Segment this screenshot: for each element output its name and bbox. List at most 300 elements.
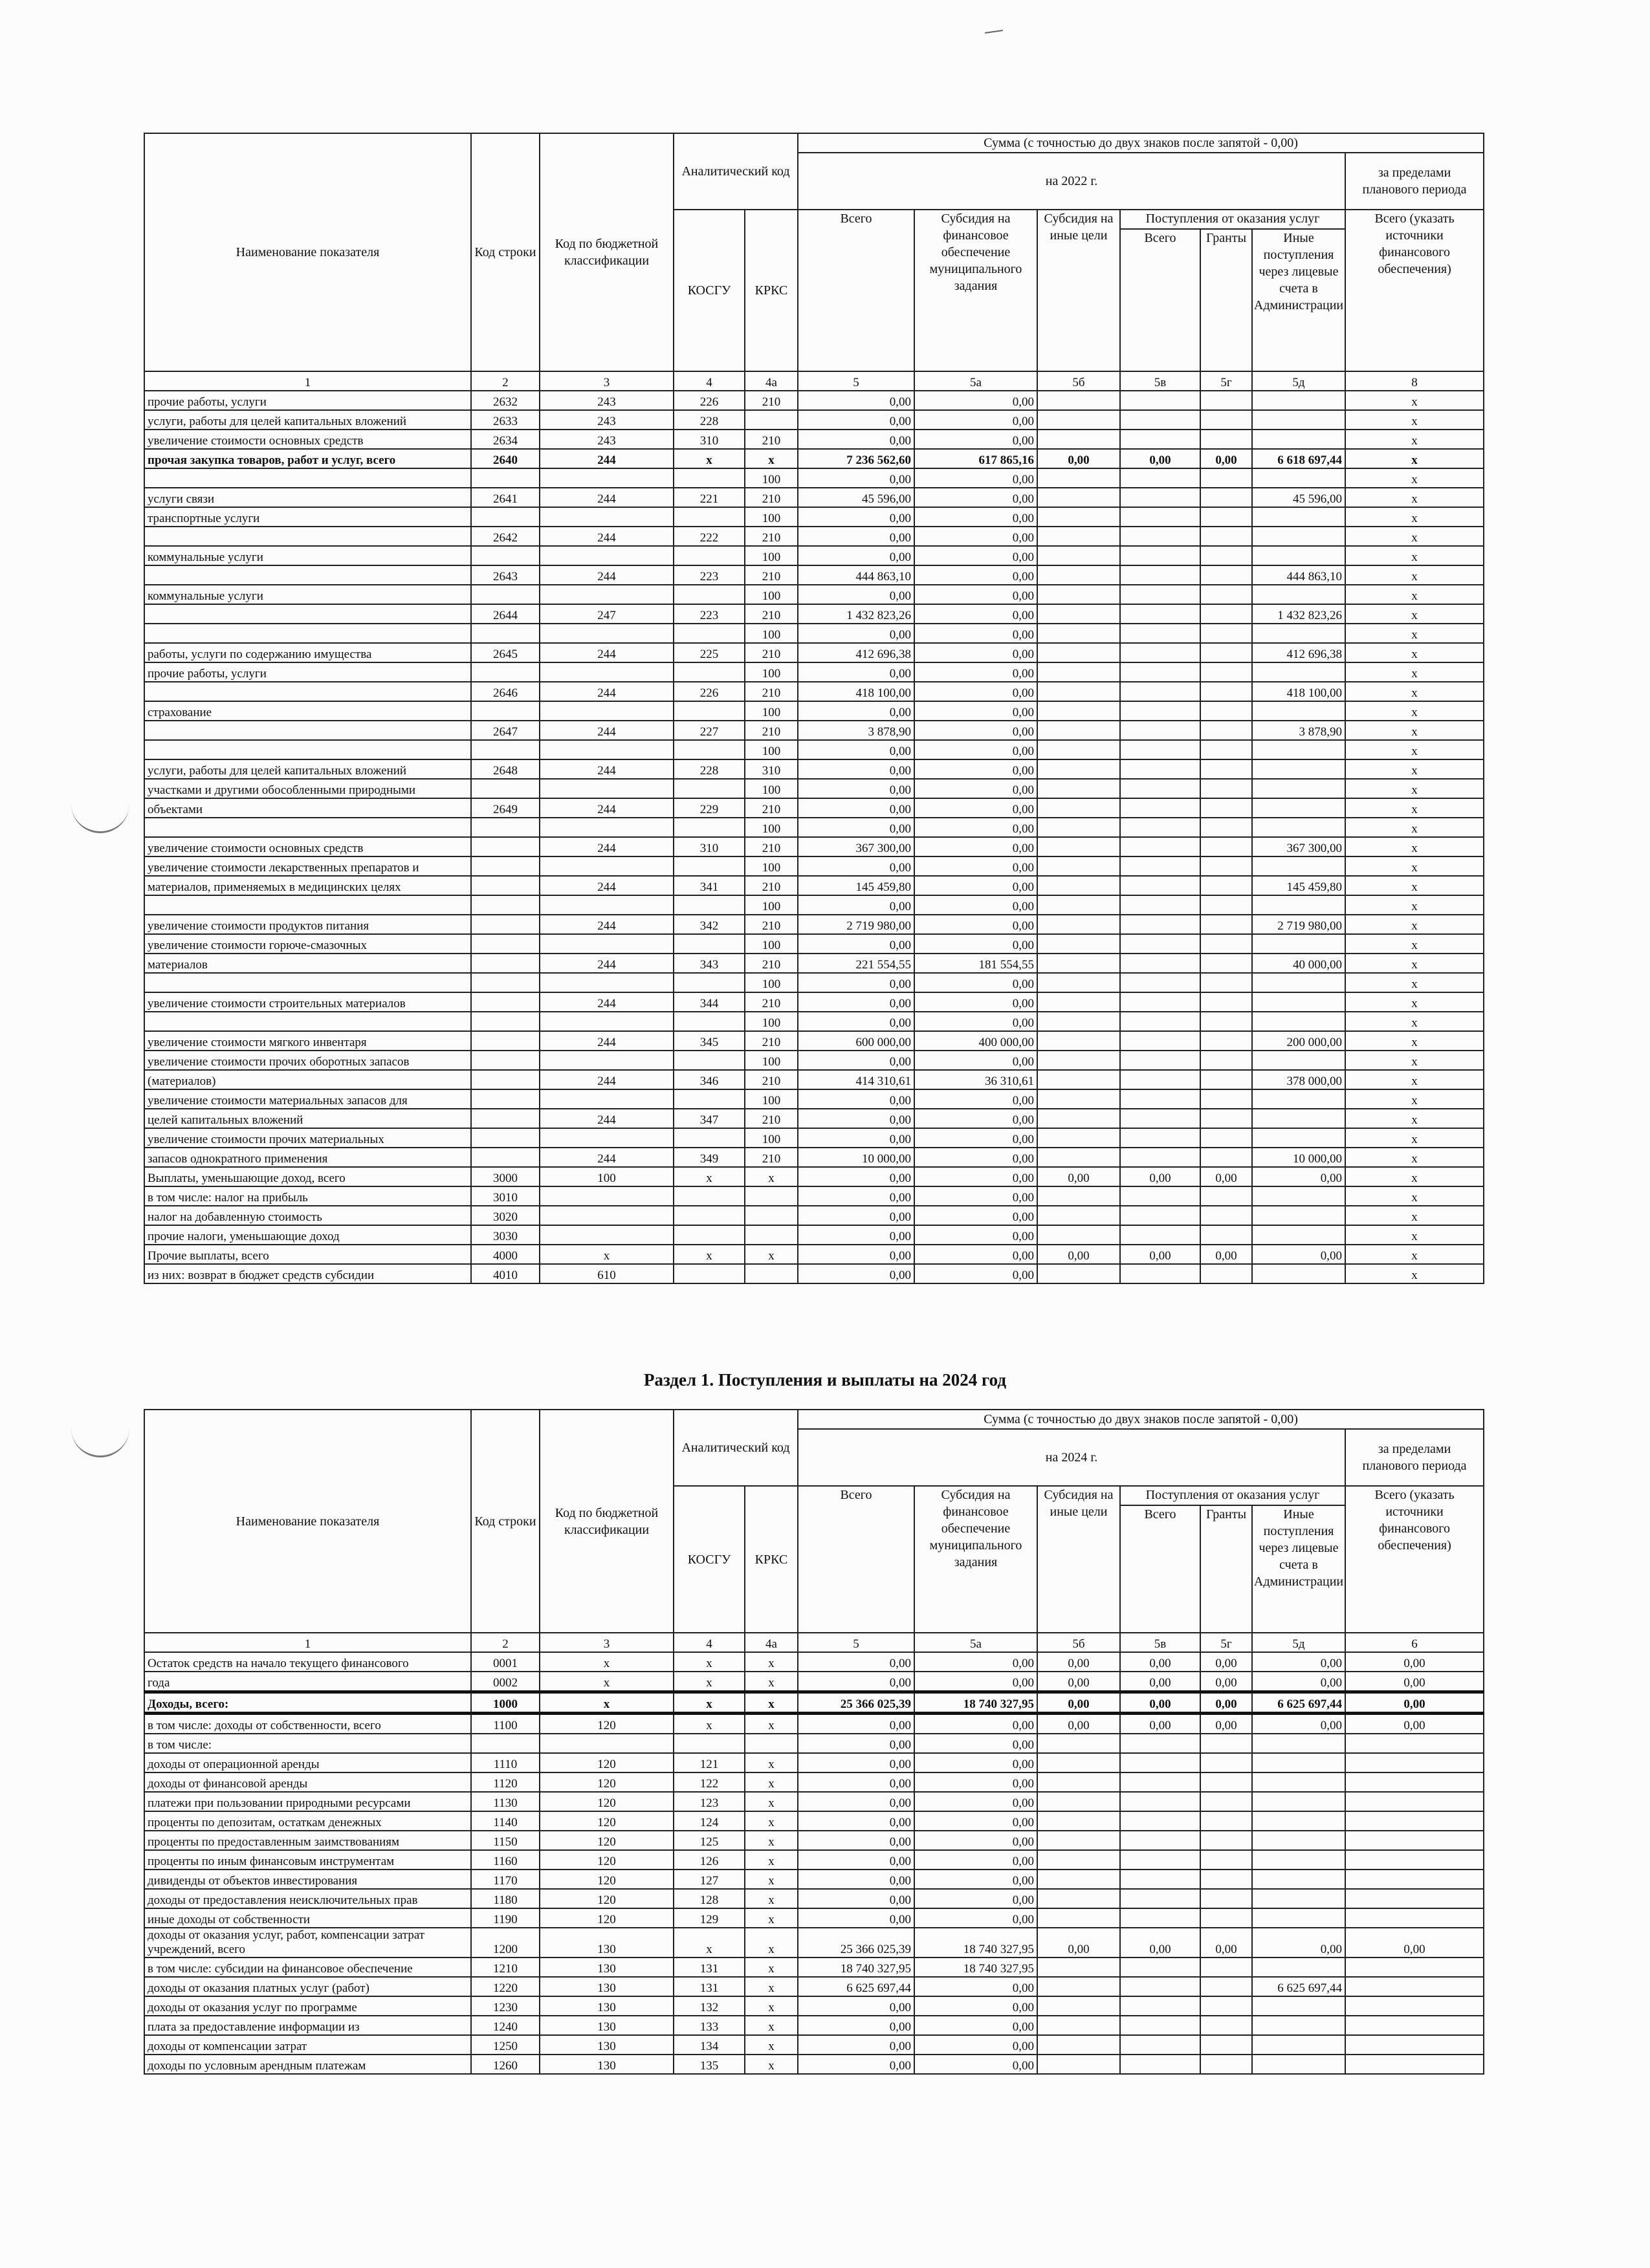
col-code-header: Код строки [471, 1410, 540, 1633]
table-row [144, 1089, 1484, 1109]
table-cell [1037, 1811, 1120, 1831]
col-budget-header: Код по бюджетной классификации [540, 1410, 674, 1633]
table-cell: 0,00 [914, 1831, 1037, 1850]
table-cell [1200, 1264, 1252, 1283]
table-cell: x [1345, 449, 1484, 468]
table-cell: увеличение стоимости строительных материалов [144, 992, 471, 1012]
table-cell [1252, 1831, 1345, 1850]
table-cell [540, 779, 674, 798]
table-cell: 0,00 [914, 488, 1037, 507]
table-row [144, 1186, 1484, 1206]
table-cell: x [1345, 876, 1484, 895]
table-cell: 0,00 [1345, 1652, 1484, 1672]
table-cell [674, 1128, 745, 1148]
table-cell [1037, 1957, 1120, 1977]
table-cell: 0,00 [798, 1850, 914, 1870]
table-cell [1037, 721, 1120, 740]
table-cell [1252, 1996, 1345, 2016]
table-cell [674, 740, 745, 759]
table-cell [1345, 1977, 1484, 1996]
table-cell: 1 432 823,26 [798, 604, 914, 624]
table-cell [1345, 1996, 1484, 2016]
table-cell: 0,00 [1345, 1692, 1484, 1714]
table-cell: x [1345, 391, 1484, 410]
table-cell: увеличение стоимости основных средств [144, 430, 471, 449]
table-cell: x [674, 1672, 745, 1692]
table-cell [1252, 779, 1345, 798]
table-cell: 1170 [471, 1870, 540, 1889]
table-cell [1120, 1753, 1200, 1772]
table-cell: 310 [674, 430, 745, 449]
table-cell: 2633 [471, 410, 540, 430]
table-cell: 0,00 [798, 1206, 914, 1225]
table-cell: 247 [540, 604, 674, 624]
table-cell [1345, 1889, 1484, 1908]
table-cell: в том числе: субсидии на финансовое обеспечение [144, 1957, 471, 1977]
table-cell: x [1345, 701, 1484, 721]
table-cell: 0,00 [914, 1772, 1037, 1792]
table-cell [1252, 662, 1345, 682]
table-cell [540, 1186, 674, 1206]
table-row [144, 1652, 1484, 1672]
table-cell [1200, 662, 1252, 682]
table-cell: x [1345, 954, 1484, 973]
table-cell [1120, 1012, 1200, 1031]
table-cell: 414 310,61 [798, 1070, 914, 1089]
table-cell: 310 [745, 759, 798, 779]
col-sum-header: Сумма (с точностью до двух знаков после запятой - 0,00) [798, 1410, 1484, 1429]
table-cell: 100 [745, 973, 798, 992]
table-cell: x [1345, 1148, 1484, 1167]
table-cell [1200, 1186, 1252, 1206]
table-cell: 0,00 [914, 973, 1037, 992]
table-cell: x [1345, 856, 1484, 876]
table-cell [674, 468, 745, 488]
table-cell [674, 1264, 745, 1283]
table-row [144, 2016, 1484, 2035]
table-cell: 0,00 [1120, 1692, 1200, 1714]
table-cell: x [745, 1792, 798, 1811]
table-cell: x [1345, 837, 1484, 856]
table-cell: 0,00 [914, 895, 1037, 915]
table-cell: x [674, 1167, 745, 1186]
table-cell: из них: возврат в бюджет средств субсидии [144, 1264, 471, 1283]
table-cell: x [745, 1672, 798, 1692]
table-cell: 100 [745, 779, 798, 798]
table-cell [1120, 992, 1200, 1012]
table-cell: 0,00 [914, 1652, 1037, 1672]
table-cell: 0,00 [914, 2016, 1037, 2035]
table-cell [1120, 1772, 1200, 1792]
table-cell [1120, 391, 1200, 410]
column-number-cell: 5а [914, 1633, 1037, 1652]
table-cell [745, 1225, 798, 1245]
table-cell: 0,00 [914, 856, 1037, 876]
table-row [144, 1889, 1484, 1908]
table-cell [1120, 1089, 1200, 1109]
table-cell [674, 1734, 745, 1753]
table-cell: 600 000,00 [798, 1031, 914, 1051]
table-cell [1200, 1225, 1252, 1245]
table-cell [674, 701, 745, 721]
table-cell [144, 973, 471, 992]
table-cell [1037, 876, 1120, 895]
table-cell [1200, 1070, 1252, 1089]
table-cell [1200, 1148, 1252, 1167]
table-cell: 0,00 [914, 527, 1037, 546]
table-cell: 0,00 [798, 740, 914, 759]
table-cell: 0,00 [1200, 1714, 1252, 1734]
table-cell: 0,00 [914, 740, 1037, 759]
table-cell: 0,00 [798, 1753, 914, 1772]
table-cell: 0,00 [798, 1672, 914, 1692]
table-cell [1252, 818, 1345, 837]
table-cell [471, 934, 540, 954]
table-cell [1120, 527, 1200, 546]
table-cell: x [1345, 759, 1484, 779]
table-cell: 100 [745, 1128, 798, 1148]
table-row [144, 856, 1484, 876]
table-cell: x [1345, 1128, 1484, 1148]
table-cell: 3030 [471, 1225, 540, 1245]
table-cell [471, 585, 540, 604]
table-cell: 100 [745, 507, 798, 527]
table-cell: 18 740 327,95 [798, 1957, 914, 1977]
table-cell: работы, услуги по содержанию имущества [144, 643, 471, 662]
table-cell: 0,00 [914, 992, 1037, 1012]
table-cell: x [745, 2035, 798, 2055]
column-number-cell: 4а [745, 371, 798, 391]
table-cell: 378 000,00 [1252, 1070, 1345, 1089]
table-cell: 210 [745, 1070, 798, 1089]
table-row [144, 1928, 1484, 1957]
table-cell: коммунальные услуги [144, 585, 471, 604]
table-cell: 4010 [471, 1264, 540, 1283]
table-cell: 1210 [471, 1957, 540, 1977]
table-cell [1200, 624, 1252, 643]
table-row [144, 1245, 1484, 1264]
table-cell: 617 865,16 [914, 449, 1037, 468]
table-cell: 210 [745, 604, 798, 624]
table-cell: 243 [540, 391, 674, 410]
table-cell: 134 [674, 2035, 745, 2055]
table-cell [471, 468, 540, 488]
table-cell [745, 1186, 798, 1206]
table-cell: x [1345, 798, 1484, 818]
table-cell [1037, 1753, 1120, 1772]
table-cell: 0,00 [1037, 1928, 1120, 1957]
table-cell [1120, 662, 1200, 682]
table-cell [674, 624, 745, 643]
table-cell [1200, 1734, 1252, 1753]
table-cell [1037, 818, 1120, 837]
table-cell: 244 [540, 1148, 674, 1167]
table-cell: 0,00 [914, 1996, 1037, 2016]
table-row [144, 954, 1484, 973]
table-cell [745, 1264, 798, 1283]
table-cell [471, 1070, 540, 1089]
table-cell [1200, 1031, 1252, 1051]
table-cell: 0,00 [798, 1245, 914, 1264]
table-cell: 100 [745, 701, 798, 721]
table-cell: 0,00 [1200, 449, 1252, 468]
table-cell: 0,00 [1252, 1672, 1345, 1692]
table-cell: 6 618 697,44 [1252, 449, 1345, 468]
table-row [144, 391, 1484, 410]
subsidy-other-header: Субсидия на иные цели [1037, 1486, 1120, 1633]
table-cell: 0,00 [798, 1109, 914, 1128]
table-cell: 244 [540, 721, 674, 740]
table-cell: 222 [674, 527, 745, 546]
table-cell: 0,00 [798, 759, 914, 779]
table-cell: дивиденды от объектов инвестирования [144, 1870, 471, 1889]
table-cell [1252, 410, 1345, 430]
table-cell: 0,00 [798, 1772, 914, 1792]
table-cell: 0,00 [914, 1089, 1037, 1109]
table-cell: 2647 [471, 721, 540, 740]
table-cell [1037, 1264, 1120, 1283]
column-number-cell: 1 [144, 371, 471, 391]
table-cell: x [1345, 1225, 1484, 1245]
table-row [144, 624, 1484, 643]
table-cell: x [1345, 740, 1484, 759]
table-cell: 0,00 [1037, 449, 1120, 468]
table-cell: 244 [540, 837, 674, 856]
table-cell: 367 300,00 [1252, 837, 1345, 856]
table-cell: 1110 [471, 1753, 540, 1772]
table-row [144, 1148, 1484, 1167]
table-cell: 0,00 [798, 1225, 914, 1245]
table-cell: 100 [745, 740, 798, 759]
table-cell [1200, 682, 1252, 701]
col-analytic-header: Аналитический код [674, 1410, 798, 1486]
table-cell: 210 [745, 643, 798, 662]
table-cell [1252, 1850, 1345, 1870]
table-cell: 0,00 [798, 430, 914, 449]
table-cell [1200, 430, 1252, 449]
table-cell: 210 [745, 954, 798, 973]
table-cell: доходы от оказания услуг, работ, компенсации затрат учреждений, всего [144, 1928, 471, 1957]
table-cell: x [1345, 992, 1484, 1012]
table-cell: 2643 [471, 565, 540, 585]
table-cell: 2646 [471, 682, 540, 701]
table-cell [1120, 1977, 1200, 1996]
table-cell: доходы по условным арендным платежам [144, 2055, 471, 2074]
table-cell [540, 818, 674, 837]
table-cell [1200, 895, 1252, 915]
table-cell: 341 [674, 876, 745, 895]
table-cell: x [1345, 1186, 1484, 1206]
table-row [144, 1167, 1484, 1186]
table-cell: x [1345, 1051, 1484, 1070]
table-cell: x [745, 2016, 798, 2035]
column-number-cell: 3 [540, 1633, 674, 1652]
table-cell: 0,00 [1345, 1672, 1484, 1692]
budget-table-2022 [144, 133, 1484, 1284]
table-cell: 345 [674, 1031, 745, 1051]
column-number-row [144, 1633, 1484, 1652]
table-cell [1037, 1831, 1120, 1850]
table-row [144, 662, 1484, 682]
table-cell [1120, 837, 1200, 856]
table-cell: 243 [540, 410, 674, 430]
table-cell: 226 [674, 682, 745, 701]
table-cell [1252, 1908, 1345, 1928]
table-cell: 0,00 [798, 779, 914, 798]
table-cell: x [745, 1831, 798, 1850]
table-row [144, 1051, 1484, 1070]
table-cell [1252, 585, 1345, 604]
table-cell: 0,00 [914, 759, 1037, 779]
table-cell: Доходы, всего: [144, 1692, 471, 1714]
table-cell: 0,00 [1120, 449, 1200, 468]
table-cell: 120 [540, 1889, 674, 1908]
table-cell: 0,00 [1120, 1652, 1200, 1672]
table-cell: 1 432 823,26 [1252, 604, 1345, 624]
table-cell [540, 507, 674, 527]
table-cell [1252, 701, 1345, 721]
column-number-cell: 5д [1252, 1633, 1345, 1652]
subsidy-task-header: Субсидия на финансовое обеспечение муниципального задания [914, 1486, 1037, 1633]
table-cell: 347 [674, 1109, 745, 1128]
table-cell [1120, 1870, 1200, 1889]
other-receipts-header: Иные поступления через лицевые счета в Администрации [1253, 231, 1344, 312]
table-cell: 18 740 327,95 [914, 1957, 1037, 1977]
table-cell: 1250 [471, 2035, 540, 2055]
table-cell: услуги, работы для целей капитальных вложений [144, 759, 471, 779]
table-cell: x [540, 1652, 674, 1672]
table-cell [674, 662, 745, 682]
table-cell: 244 [540, 488, 674, 507]
table-cell: 210 [745, 837, 798, 856]
table-cell: 0,00 [1120, 1245, 1200, 1264]
table-row [144, 779, 1484, 798]
table-cell: x [745, 2055, 798, 2074]
table-cell: 0,00 [798, 2035, 914, 2055]
table-cell: 0,00 [914, 1225, 1037, 1245]
table-cell: 0,00 [798, 1734, 914, 1753]
table-cell: 1200 [471, 1928, 540, 1957]
table-cell [1037, 507, 1120, 527]
table-cell: 6 625 697,44 [798, 1977, 914, 1996]
table-cell [540, 934, 674, 954]
table-cell: 130 [540, 1928, 674, 1957]
table-cell: 200 000,00 [1252, 1031, 1345, 1051]
total-source-header: Всего (указать источники финансового обеспечения) [1345, 1486, 1484, 1633]
table-cell: прочие работы, услуги [144, 662, 471, 682]
table-cell: 120 [540, 1850, 674, 1870]
table-cell [1120, 818, 1200, 837]
table-cell [1120, 682, 1200, 701]
table-cell [1120, 546, 1200, 565]
table-cell [1200, 798, 1252, 818]
table-cell [1252, 992, 1345, 1012]
table-cell: x [674, 1714, 745, 1734]
table-cell [540, 1225, 674, 1245]
table-cell: 0,00 [914, 1811, 1037, 1831]
table-cell: 244 [540, 954, 674, 973]
table-cell: прочие работы, услуги [144, 391, 471, 410]
table-cell: 181 554,55 [914, 954, 1037, 973]
table-cell: 0,00 [914, 1148, 1037, 1167]
table-cell: x [1345, 721, 1484, 740]
table-cell [1252, 1109, 1345, 1128]
table-cell [471, 818, 540, 837]
table-cell: проценты по депозитам, остаткам денежных [144, 1811, 471, 1831]
table-cell [1120, 1889, 1200, 1908]
table-cell [1345, 1734, 1484, 1753]
table-cell [1120, 915, 1200, 934]
table-cell [1200, 992, 1252, 1012]
table-cell: 0,00 [798, 1811, 914, 1831]
table-cell [1252, 468, 1345, 488]
table-cell: 131 [674, 1977, 745, 1996]
table-cell [674, 973, 745, 992]
table-cell: 0,00 [914, 721, 1037, 740]
table-cell [471, 740, 540, 759]
table-cell: доходы от оказания услуг по программе [144, 1996, 471, 2016]
table-cell: налог на добавленную стоимость [144, 1206, 471, 1225]
table-row [144, 1734, 1484, 1753]
table-cell [1037, 662, 1120, 682]
table-cell [1200, 2035, 1252, 2055]
table-cell: 6 625 697,44 [1252, 1692, 1345, 1714]
table-cell: 3 878,90 [798, 721, 914, 740]
table-cell [1120, 973, 1200, 992]
table-cell [1120, 1148, 1200, 1167]
table-cell [1200, 527, 1252, 546]
table-cell: 0,00 [914, 1714, 1037, 1734]
table-cell: 3000 [471, 1167, 540, 1186]
table-row [144, 1753, 1484, 1772]
table-cell [1037, 1850, 1120, 1870]
table-cell [1037, 1870, 1120, 1889]
table-cell [1120, 1734, 1200, 1753]
table-cell: 210 [745, 915, 798, 934]
table-cell [1200, 1051, 1252, 1070]
table-cell [1200, 1996, 1252, 2016]
table-cell [1037, 1996, 1120, 2016]
table-cell [471, 1012, 540, 1031]
table-cell: запасов однократного применения [144, 1148, 471, 1167]
table-cell: 0,00 [798, 1831, 914, 1850]
table-row [144, 1672, 1484, 1692]
table-cell [1037, 1031, 1120, 1051]
table-cell [1037, 1089, 1120, 1109]
table-cell: материалов, применяемых в медицинских целях [144, 876, 471, 895]
table-cell: 0,00 [914, 1245, 1037, 1264]
table-cell: 100 [745, 662, 798, 682]
table-row [144, 1772, 1484, 1792]
column-number-cell: 5в [1120, 371, 1200, 391]
table-cell: x [745, 1889, 798, 1908]
table-cell: 100 [745, 624, 798, 643]
table-cell: 0,00 [798, 1264, 914, 1283]
table-cell: x [745, 1714, 798, 1734]
table-cell: 0,00 [1037, 1245, 1120, 1264]
table-cell: x [674, 449, 745, 468]
table-cell: 343 [674, 954, 745, 973]
table-cell [1037, 1225, 1120, 1245]
column-number-cell: 5 [798, 371, 914, 391]
table-cell [1252, 1753, 1345, 1772]
table-cell [1120, 1996, 1200, 2016]
table-row [144, 1128, 1484, 1148]
table-cell [1200, 546, 1252, 565]
table-cell [1037, 624, 1120, 643]
table-cell [1120, 643, 1200, 662]
table-cell [1037, 837, 1120, 856]
